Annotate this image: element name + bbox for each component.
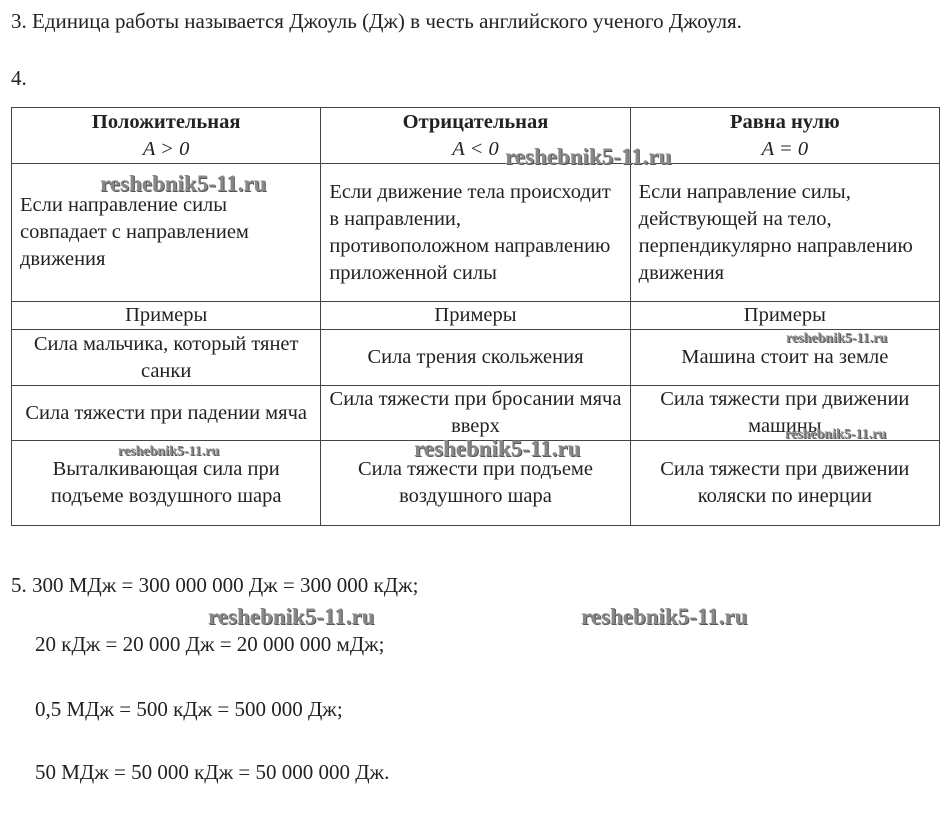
example-cell: Сила тяжести при бросании мяча вверх (321, 386, 630, 441)
item-3-text: 3. Единица работы называется Джоуль (Дж) в честь английского ученого Джоуля. (11, 9, 742, 33)
example-cell: Сила тяжести при подъеме воздушного шара (321, 441, 630, 526)
item-5-line-3: 0,5 МДж = 500 кДж = 500 000 Дж; (35, 697, 343, 721)
examples-label: Примеры (12, 302, 321, 330)
watermark-logo: reshebnik5-11.ru (581, 604, 748, 629)
item-5-line-1: 5. 300 МДж = 300 000 000 Дж = 300 000 кДж; (11, 573, 419, 597)
examples-label: Примеры (630, 302, 939, 330)
example-cell: Сила тяжести при движении машины (630, 386, 939, 441)
watermark-logo: reshebnik5-11.ru (414, 436, 581, 461)
examples-label: Примеры (321, 302, 630, 330)
item-5-line-2: 20 кДж = 20 000 Дж = 20 000 000 мДж; (35, 632, 385, 656)
work-sign-table (11, 107, 940, 526)
header-negative: Отрицательная A < 0 (321, 108, 630, 164)
example-cell: Сила мальчика, который тянет санки (12, 330, 321, 386)
watermark-logo: reshebnik5-11.ru (785, 427, 887, 442)
definition-zero: Если направление силы, действующей на тело, перпендикулярно направлению движения (630, 164, 939, 302)
watermark-logo: reshebnik5-11.ru (505, 144, 672, 169)
example-cell: Сила тяжести при движении коляски по инерции (630, 441, 939, 526)
watermark-logo: reshebnik5-11.ru (118, 444, 220, 459)
definition-negative: Если движение тела происходит в направлении, противоположном направлению приложенной силы (321, 164, 630, 302)
watermark-logo: reshebnik5-11.ru (786, 331, 888, 346)
definition-positive: Если направление силы совпадает с направлением движения (12, 164, 321, 302)
item-4-label: 4. (11, 66, 27, 90)
table-header-row (12, 108, 940, 164)
header-zero: Равна нулю A = 0 (630, 108, 939, 164)
watermark-logo: reshebnik5-11.ru (208, 604, 375, 629)
header-positive: Положительная A > 0 (12, 108, 321, 164)
watermark-logo: reshebnik5-11.ru (100, 171, 267, 196)
example-cell: Выталкивающая сила при подъеме воздушного шара (12, 441, 321, 526)
example-cell: Машина стоит на земле (630, 330, 939, 386)
item-5-line-4: 50 МДж = 50 000 кДж = 50 000 000 Дж. (35, 760, 390, 784)
table-row (12, 302, 940, 330)
example-cell: Сила трения скольжения (321, 330, 630, 386)
example-cell: Сила тяжести при падении мяча (12, 386, 321, 441)
